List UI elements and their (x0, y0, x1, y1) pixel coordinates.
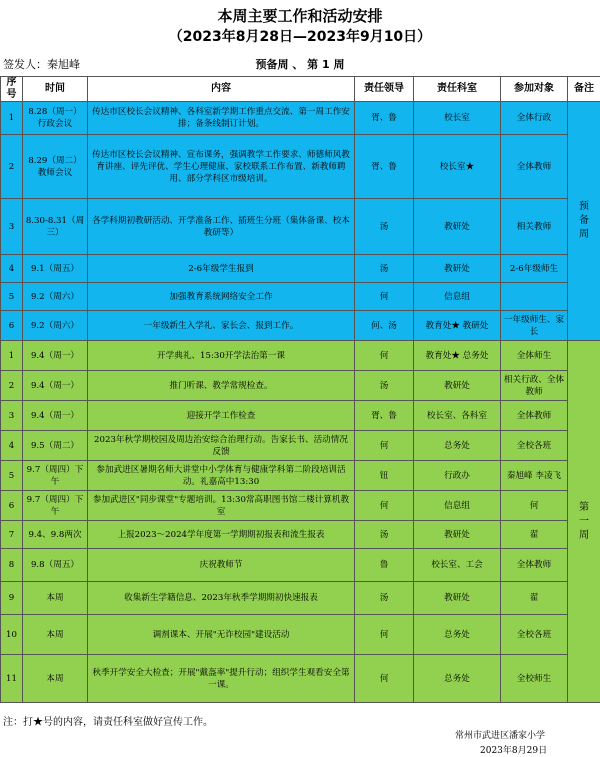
table-row (1, 371, 600, 401)
col-header-attend: 参加对象 (501, 77, 568, 102)
cell-dept: 校长室★ (414, 135, 501, 199)
cell-attend: 全校各班 (501, 431, 568, 461)
cell-no: 1 (1, 341, 23, 371)
cell-leader: 胥、鲁 (355, 401, 414, 431)
table-row (1, 401, 600, 431)
cell-no: 11 (1, 655, 23, 703)
table-row (1, 255, 600, 283)
cell-attend: 一年级师生、家长 (501, 311, 568, 341)
cell-no: 2 (1, 371, 23, 401)
cell-content: 庆祝教师节 (88, 549, 355, 582)
cell-content: 开学典礼、15:30开学法治第一课 (88, 341, 355, 371)
cell-dept: 信息组 (414, 283, 501, 311)
cell-no: 5 (1, 283, 23, 311)
cell-time: 8.30-8.31（周三） (23, 199, 88, 255)
footer-organization: 常州市武进区潘家小学 (455, 731, 546, 741)
cell-attend: 全体行政 (501, 102, 568, 135)
cell-attend: 全校师生 (501, 655, 568, 703)
cell-leader: 何 (355, 491, 414, 521)
cell-no: 9 (1, 582, 23, 615)
note-week-one: 第一周 (568, 341, 600, 703)
cell-leader: 何 (355, 431, 414, 461)
cell-leader: 何、汤 (355, 311, 414, 341)
cell-no: 2 (1, 135, 23, 199)
col-header-time: 时间 (23, 77, 88, 102)
cell-dept: 教研处 (414, 199, 501, 255)
cell-time: 9.8（周五） (23, 549, 88, 582)
cell-dept: 校长室、各科室 (414, 401, 501, 431)
week-label: 预备周 、 第 1 周 (255, 58, 345, 71)
cell-attend: 相关教师 (501, 199, 568, 255)
table-row (1, 199, 600, 255)
cell-no: 3 (1, 401, 23, 431)
table-row (1, 549, 600, 582)
cell-leader: 钮 (355, 461, 414, 491)
cell-no: 4 (1, 431, 23, 461)
cell-time: 9.4（周一） (23, 401, 88, 431)
cell-content: 收集新生学籍信息、2023年秋季学期期初快速报表 (88, 582, 355, 615)
table-header-row (1, 77, 600, 102)
date-range-subtitle: （2023年8月28日—2023年9月10日） (168, 29, 432, 45)
cell-attend: 全体教师 (501, 401, 568, 431)
cell-content: 传达市区校长会议精神、宣布课务，强调教学工作要求、师德师风教育讲座、评先评优、学生心理健康、家校联系工作布置、新教师聘用、部分学科区市级培训。 (88, 135, 355, 199)
cell-attend: 秦旭峰 李凌飞 (501, 461, 568, 491)
schedule-table (0, 76, 600, 703)
cell-dept: 行政办 (414, 461, 501, 491)
cell-no: 1 (1, 102, 23, 135)
signer-row (0, 56, 600, 74)
cell-dept: 总务处 (414, 431, 501, 461)
cell-attend: 何 (501, 491, 568, 521)
cell-dept: 总务处 (414, 655, 501, 703)
cell-content: 2-6年级学生报到 (88, 255, 355, 283)
cell-leader: 何 (355, 655, 414, 703)
table-row (1, 135, 600, 199)
cell-attend (501, 283, 568, 311)
cell-leader: 汤 (355, 582, 414, 615)
cell-attend: 全校各班 (501, 615, 568, 655)
cell-content: 一年级新生入学礼、家长会、报到工作。 (88, 311, 355, 341)
cell-content: 秋季开学安全大检查；开展"戴盔率"提升行动；组织学生观看安全第一课。 (88, 655, 355, 703)
col-header-no: 序号 (1, 77, 23, 102)
table-row (1, 615, 600, 655)
cell-time: 8.28（周一）行政会议 (23, 102, 88, 135)
document-title (0, 6, 600, 48)
cell-time: 9.7（周四）下午 (23, 491, 88, 521)
col-header-note: 备注 (568, 77, 600, 102)
cell-content: 参加武进区暑期名师大讲堂中小学体育与健康学科第二阶段培训活动。礼嘉高中13:30 (88, 461, 355, 491)
cell-leader: 胥、鲁 (355, 135, 414, 199)
cell-leader: 胥、鲁 (355, 102, 414, 135)
cell-attend: 相关行政、全体教师 (501, 371, 568, 401)
table-row (1, 491, 600, 521)
cell-no: 6 (1, 311, 23, 341)
table-row (1, 582, 600, 615)
table-row (1, 431, 600, 461)
cell-dept: 校长室 (414, 102, 501, 135)
cell-dept: 教研处 (414, 521, 501, 549)
title-text: 本周主要工作和活动安排 (217, 7, 383, 25)
cell-time: 本周 (23, 582, 88, 615)
cell-attend: 翟 (501, 582, 568, 615)
cell-dept: 教育处★ 总务处 (414, 341, 501, 371)
cell-time: 本周 (23, 615, 88, 655)
col-header-leader: 责任领导 (355, 77, 414, 102)
table-row (1, 655, 600, 703)
col-header-dept: 责任科室 (414, 77, 501, 102)
table-row (1, 341, 600, 371)
cell-attend: 全体师生 (501, 341, 568, 371)
cell-dept: 教研处 (414, 255, 501, 283)
cell-no: 4 (1, 255, 23, 283)
cell-dept: 总务处 (414, 615, 501, 655)
cell-no: 6 (1, 491, 23, 521)
cell-leader: 汤 (355, 255, 414, 283)
cell-time: 9.4（周一） (23, 341, 88, 371)
cell-no: 7 (1, 521, 23, 549)
cell-leader: 汤 (355, 371, 414, 401)
col-header-content: 内容 (88, 77, 355, 102)
cell-content: 参加武进区"同步课堂"专题培训。13:30常高职图书馆二楼计算机教室 (88, 491, 355, 521)
cell-content: 推门听课、教学常规检查。 (88, 371, 355, 401)
cell-time: 9.7（周四）下午 (23, 461, 88, 491)
cell-no: 5 (1, 461, 23, 491)
cell-dept: 校长室、工会 (414, 549, 501, 582)
cell-leader: 鲁 (355, 549, 414, 582)
cell-time: 9.2（周六） (23, 311, 88, 341)
cell-leader: 何 (355, 283, 414, 311)
cell-no: 3 (1, 199, 23, 255)
cell-leader: 何 (355, 341, 414, 371)
cell-time: 9.2（周六） (23, 283, 88, 311)
cell-dept: 教育处★ 教研处 (414, 311, 501, 341)
cell-content: 传达市区校长会议精神、各科室新学期工作重点交流、第一周工作安排；备条线制订计划。 (88, 102, 355, 135)
cell-leader: 汤 (355, 521, 414, 549)
table-row (1, 102, 600, 135)
footer-date: 2023年8月29日 (480, 746, 548, 756)
cell-attend: 2-6年级师生 (501, 255, 568, 283)
table-row (1, 311, 600, 341)
cell-dept: 教研处 (414, 371, 501, 401)
cell-no: 8 (1, 549, 23, 582)
footer-note: 注：打★号的内容，请责任科室做好宣传工作。 (3, 717, 213, 728)
cell-leader: 何 (355, 615, 414, 655)
cell-attend: 翟 (501, 521, 568, 549)
cell-leader: 汤 (355, 199, 414, 255)
cell-dept: 教研处 (414, 582, 501, 615)
cell-time: 9.1（周五） (23, 255, 88, 283)
cell-attend: 全体教师 (501, 549, 568, 582)
cell-time: 本周 (23, 655, 88, 703)
cell-content: 加强教育系统网络安全工作 (88, 283, 355, 311)
cell-time: 9.5（周二） (23, 431, 88, 461)
cell-content: 迎接开学工作检查 (88, 401, 355, 431)
cell-time: 9.4、9.8两次 (23, 521, 88, 549)
cell-content: 调剂课本、开展"无诈校园"建设活动 (88, 615, 355, 655)
cell-no: 10 (1, 615, 23, 655)
cell-content: 2023年秋学期校园及周边治安综合治理行动。告家长书、活动情况反馈 (88, 431, 355, 461)
table-row (1, 461, 600, 491)
cell-attend: 全体教师 (501, 135, 568, 199)
cell-time: 9.4（周一） (23, 371, 88, 401)
table-row (1, 283, 600, 311)
table-row (1, 521, 600, 549)
signer-label: 签发人：秦旭峰 (3, 58, 80, 71)
cell-content: 各学科期初教研活动、开学准备工作、插班生分班（集体备课、校本教研等） (88, 199, 355, 255)
note-prep-week: 预备周 (568, 102, 600, 341)
cell-content: 上报2023～2024学年度第一学期期初报表和流生报表 (88, 521, 355, 549)
cell-dept: 信息组 (414, 491, 501, 521)
cell-time: 8.29（周二）教师会议 (23, 135, 88, 199)
